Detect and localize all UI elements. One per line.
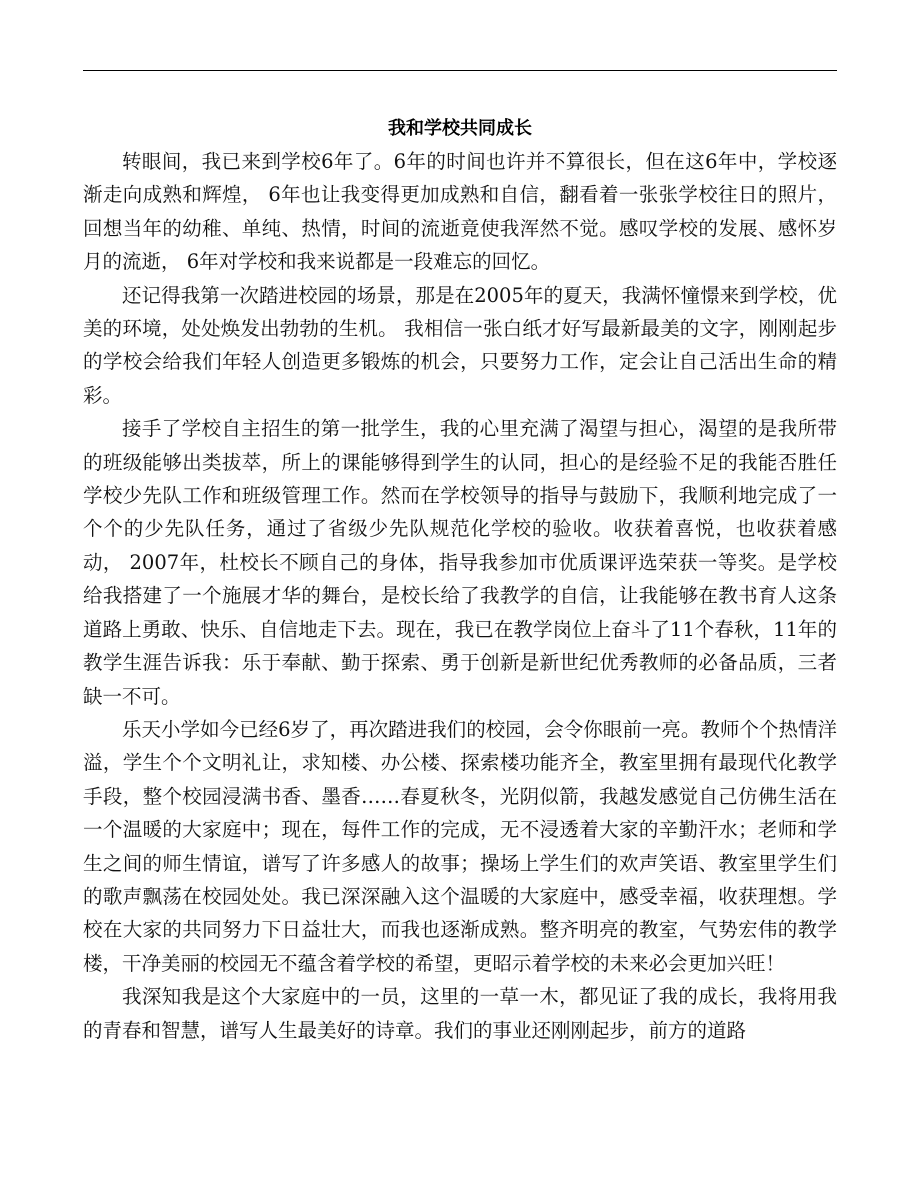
- paragraph-2: 还记得我第一次踏进校园的场景，那是在2005年的夏天，我满怀憧憬来到学校，优美的环境，处处焕发出勃勃的生机。 我相信一张白纸才好写最新最美的文字，刚刚起步的学校会给我们年轻人创造更多锻炼的机会，只要努力工作，定会让自己活出生命的精彩。: [83, 283, 837, 407]
- document-title: 我和学校共同成长: [388, 118, 532, 139]
- paragraph-1: 转眼间，我已来到学校6年了。6年的时间也许并不算很长，但在这6年中，学校逐渐走向成熟和辉煌， 6年也让我变得更加成熟和自信，翻看着一张张学校往日的照片，回想当年的幼稚、单纯、热情，时间的流逝竟使我浑然不觉。感叹学校的发展、感怀岁月的流逝， 6年对学校和我来说都是一段难忘的回忆。: [83, 150, 837, 274]
- paragraph-3: 接手了学校自主招生的第一批学生，我的心里充满了渴望与担心，渴望的是我所带的班级能够出类拔萃，所上的课能够得到学生的认同，担心的是经验不足的我能否胜任学校少先队工作和班级管理工作。然而在学校领导的指导与鼓励下，我顺利地完成了一个个的少先队任务，通过了省级少先队规范化学校的验收。收获着喜悦，也收获着感动， 2007年，杜校长不顾自己的身体，指导我参加市优质课评选荣获一等奖。是学校给我搭建了一个施展才华的舞台，是校长给了我教学的自信，让我能够在教书育人这条道路上勇敢、快乐、自信地走下去。现在，我已在教学岗位上奋斗了11个春秋，11年的教学生涯告诉我：乐于奉献、勤于探索、勇于创新是新世纪优秀教师的必备品质，三者缺一不可。: [83, 417, 837, 708]
- document-body: [83, 145, 837, 1047]
- paragraph-4: 乐天小学如今已经6岁了，再次踏进我们的校园，会令你眼前一亮。教师个个热情洋溢，学生个个文明礼让，求知楼、办公楼、探索楼功能齐全，教室里拥有最现代化教学手段，整个校园浸满书香、墨香……春夏秋冬，光阴似箭，我越发感觉自己仿佛生活在一个温暖的大家庭中；现在，每件工作的完成，无不浸透着大家的辛勤汗水；老师和学生之间的师生情谊，谱写了许多感人的故事；操场上学生们的欢声笑语、教室里学生们的歌声飘荡在校园处处。我已深深融入这个温暖的大家庭中，感受幸福，收获理想。学校在大家的共同努力下日益壮大，而我也逐渐成熟。整齐明亮的教室，气势宏伟的教学楼，干净美丽的校园无不蕴含着学校的希望，更昭示着学校的未来必会更加兴旺！: [83, 717, 837, 975]
- header-rule: [83, 70, 837, 71]
- paragraph-5: 我深知我是这个大家庭中的一员，这里的一草一木，都见证了我的成长，我将用我的青春和智慧，谱写人生最美好的诗章。我们的事业还刚刚起步，前方的道路: [83, 985, 837, 1042]
